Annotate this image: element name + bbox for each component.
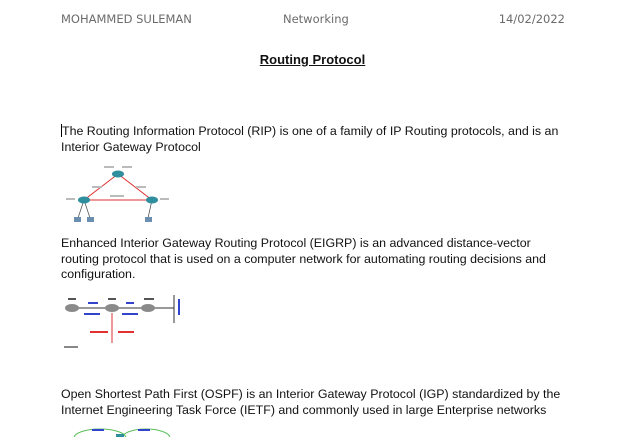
page-header bbox=[61, 12, 565, 28]
router-icon bbox=[146, 197, 158, 204]
router-icon bbox=[78, 197, 90, 204]
header-author: MOHAMMED SULEMAN bbox=[61, 12, 192, 26]
router-icon bbox=[112, 171, 124, 178]
pc-icon bbox=[74, 217, 81, 222]
rip-first-letter: T bbox=[62, 124, 70, 138]
rip-topology-diagram bbox=[64, 164, 174, 228]
eigrp-topology-diagram bbox=[62, 293, 187, 351]
router-icon bbox=[105, 304, 119, 312]
document-title: Routing Protocol bbox=[259, 52, 366, 67]
pc-icon bbox=[145, 217, 152, 222]
header-subject: Networking bbox=[283, 12, 349, 26]
router-icon bbox=[65, 304, 79, 312]
router-icon bbox=[141, 304, 155, 312]
eigrp-paragraph[interactable]: Enhanced Interior Gateway Routing Protocol (EIGRP) is an advanced distance-vector routing protocol that is used on a computer network for automating routing decisions and configuration. bbox=[61, 236, 546, 281]
ospf-topology-diagram bbox=[72, 426, 172, 437]
rip-text: he Routing Information Protocol (RIP) is one of a family of IP Routing protocols, and is an Interior Gateway Protocol bbox=[61, 124, 559, 154]
ospf-paragraph[interactable]: Open Shortest Path First (OSPF) is an Interior Gateway Protocol (IGP) standardized by the Internet Engineering Task Force (IETF) and commonly used in large Enterprise networks bbox=[61, 387, 561, 417]
rip-paragraph[interactable] bbox=[61, 124, 561, 155]
header-date: 14/02/2022 bbox=[498, 12, 565, 26]
pc-icon bbox=[87, 217, 94, 222]
